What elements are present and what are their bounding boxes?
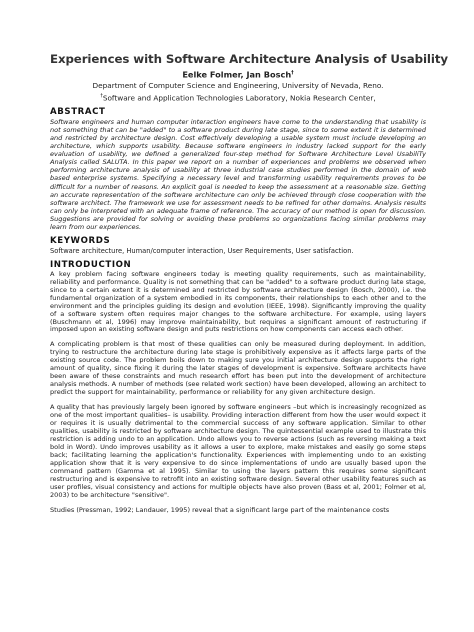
author-names: Eelke Folmer, Jan Bosch xyxy=(182,69,292,80)
affiliation-2-text: Software and Application Technologies Laboratory, Nokia Research Center, xyxy=(102,93,376,103)
intro-paragraph-2: A complicating problem is that most of these qualities can only be measured during deployment. In addition, trying to restructure the architecture during late stage is prohibitively expensive as it affects large parts of the existing source code. The problem boils down to making sure you initial architecture design supports the right amount of quality, since fixing it during the later stages of development is expensive. Software architects have been aware of these constraints and much research effort has been put into the development of architecture analysis methods. A number of methods (see related work section) have been developed, allowing an architect to predict the support for maintainability, performance or reliability for any given architecture design. xyxy=(50,340,426,397)
intro-paragraph-3: A quality that has previously largely been ignored by software engineers –but which is increasingly recognized as one of the most important qualities– is usability. Providing interaction different from how the user would expect it or requires it is usually detrimental to the commercial success of any software application. Similar to other qualities, usability is restricted by software architecture design. The quintessential example used to illustrate this restriction is adding undo to an application. Undo allows you to reverse actions (such as reversing making a text bold in Word). Undo improves usability as it allows a user to explore, make mistakes and easily go some steps back; facilitating learning the application's functionality. Experiences with implementing undo to an existing application show that it is very expensive to do since implementations of undo are usually based upon the command pattern (Gamma et al 1995). Similar to using the layers pattern this requires some significant restructuring and is expensive to retrofit into an existing software design. Several other usability features such as user profiles, visual consistency and actions for multiple objects have also proven (Bass et al, 2001; Folmer et al, 2003) to be architecture "sensitive". xyxy=(50,403,426,499)
author-footnote-mark: † xyxy=(291,70,294,76)
affiliation-footnote-mark: † xyxy=(100,92,103,99)
keywords-text: Software architecture, Human/computer interaction, User Requirements, User satisfaction. xyxy=(50,246,354,255)
introduction-heading: INTRODUCTION xyxy=(50,259,132,270)
intro-paragraph-1: A key problem facing software engineers today is meeting quality requirements, such as maintainability, reliability and performance. Quality is not something that can be "added" to a software product during late stage, since to a certain extent it is determined and restricted by software architecture design (Bosch, 2000), i.e. the fundamental organization of a system embodied in its components, their relationships to each other and to the environment and the principles guiding its design and evolution (IEEE, 1998). Significantly improving the quality of a software system often requires major changes to the software architecture. For example, using layers (Buschmann et al, 1996) may improve maintainability, but requires a significant amount of restructuring if imposed upon an existing software design and puts restrictions on how components can access each other. xyxy=(50,269,426,334)
intro-paragraph-4: Studies (Pressman, 1992; Landauer, 1995) reveal that a significant large part of the maintenance costs xyxy=(50,505,390,514)
abstract-text: Software engineers and human computer interaction engineers have come to the understanding that usability is not something that can be "added" to a software product during late stage, since to some extent it is determined and restricted by architecture design. Cost effectively developing a usable system must include developing an architecture, which supports usability. Because software engineers in industry lacked support for the early evaluation of usability, we defined a generalized four-step method for Software Architecture Level UsabiliTy Analysis called SALUTA. In this paper we report on a number of experiences and problems we observed when performing architecture analysis of usability at three industrial case studies performed in the domain of web based enterprise systems. Specifying a necessary level and transforming usability requirements proves to be difficult for a number of reasons. An explicit goal is needed to keep the assessment at a reasonable size. Getting an accurate representation of the software architecture can only be achieved through close cooperation with the software architect. The framework we use for assessment needs to be refined for other domains. Analysis results can only be interpreted with an adequate frame of reference. The accuracy of our method is open for discussion. Suggestions are provided for solving or avoiding these problems so organizations facing similar problems may learn from our experiences. xyxy=(50,118,426,231)
paper-page xyxy=(50,52,448,515)
paper-title: Experiences with Software Architecture Analysis of Usability xyxy=(50,52,448,66)
affiliation-2 xyxy=(50,91,426,103)
keywords-heading: KEYWORDS xyxy=(50,235,111,246)
abstract-heading: ABSTRACT xyxy=(50,107,106,118)
paper-authors xyxy=(50,68,426,81)
affiliation-1: Department of Computer Science and Engineering, University of Nevada, Reno. xyxy=(92,80,384,90)
